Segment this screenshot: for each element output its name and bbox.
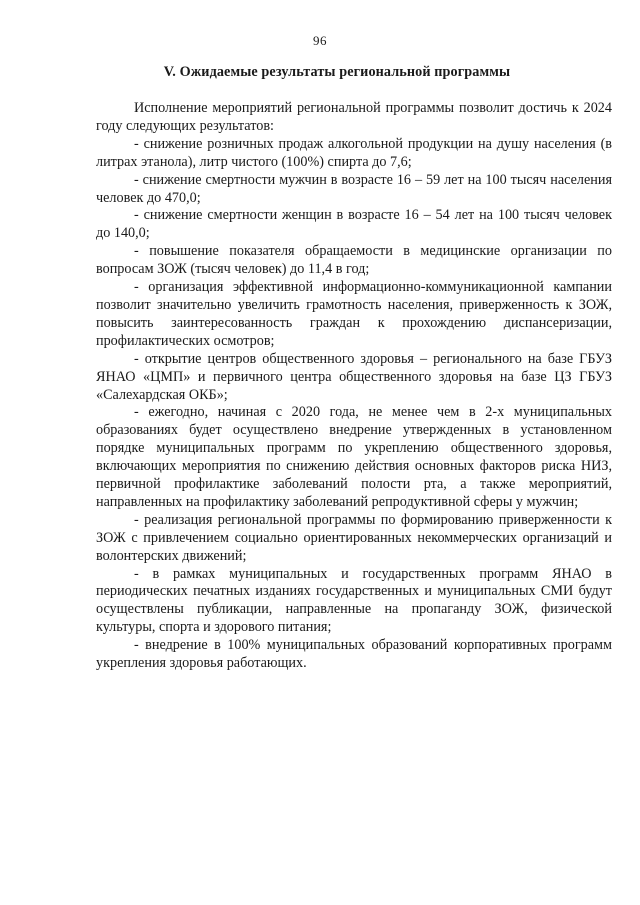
result-item-municipal-programs: - ежегодно, начиная с 2020 года, не менее чем в 2-х муниципальных образованиях будет осуществлено внедрение утвержденных в установленном порядке муниципальных программ по укреплению общественного здоровья, включающих мероприятия по снижению действия основных факторов риска НИЗ, первичной профилактике заболеваний полости рта, а также мероприятий, направленных на профилактику заболеваний репродуктивной сферы у мужчин; xyxy=(96,404,612,510)
result-item-alcohol-sales: - снижение розничных продаж алкогольной продукции на душу населения (в литрах этанола), литр чистого (100%) спирта до 7,6; xyxy=(96,135,612,170)
document-body xyxy=(96,100,612,673)
result-item-ngo-involvement: - реализация региональной программы по формированию приверженности к ЗОЖ с привлечением социально ориентированных некоммерческих организаций и волонтерских движений; xyxy=(96,511,612,564)
result-item-info-campaign: - организация эффективной информационно-коммуникационной кампании позволит значительно увеличить грамотность населения, приверженность к ЗОЖ, повысить заинтересованность граждан к прохождению диспансеризации, профилактических осмотров; xyxy=(96,279,612,349)
intro-paragraph: Исполнение мероприятий региональной программы позволит достичь к 2024 году следующих результатов: xyxy=(96,100,612,134)
result-item-male-mortality: - снижение смертности мужчин в возрасте 16 – 59 лет на 100 тысяч населения человек до 470,0; xyxy=(96,171,612,206)
result-item-appeals-rate: - повышение показателя обращаемости в медицинские организации по вопросам ЗОЖ (тысяч человек) до 11,4 в год; xyxy=(96,243,612,278)
result-item-media-publications: - в рамках муниципальных и государственных программ ЯНАО в периодических печатных изданиях государственных и муниципальных СМИ будут осуществлены публикации, направленные на пропаганду ЗОЖ, физической культуры, спорта и здорового питания; xyxy=(96,565,612,636)
result-item-corporate-programs: - внедрение в 100% муниципальных образований корпоративных программ укрепления здоровья работающих. xyxy=(96,637,612,672)
section-title: V. Ожидаемые результаты региональной программы xyxy=(163,64,511,80)
result-item-health-centers: - открытие центров общественного здоровья – регионального на базе ГБУЗ ЯНАО «ЦМП» и первичного центра общественного здоровья на базе ЦЗ ГБУЗ «Салехардская ОКБ»; xyxy=(96,350,612,403)
result-item-female-mortality: - снижение смертности женщин в возрасте 16 – 54 лет на 100 тысяч человек до 140,0; xyxy=(96,207,612,242)
page-number: 96 xyxy=(313,33,327,48)
